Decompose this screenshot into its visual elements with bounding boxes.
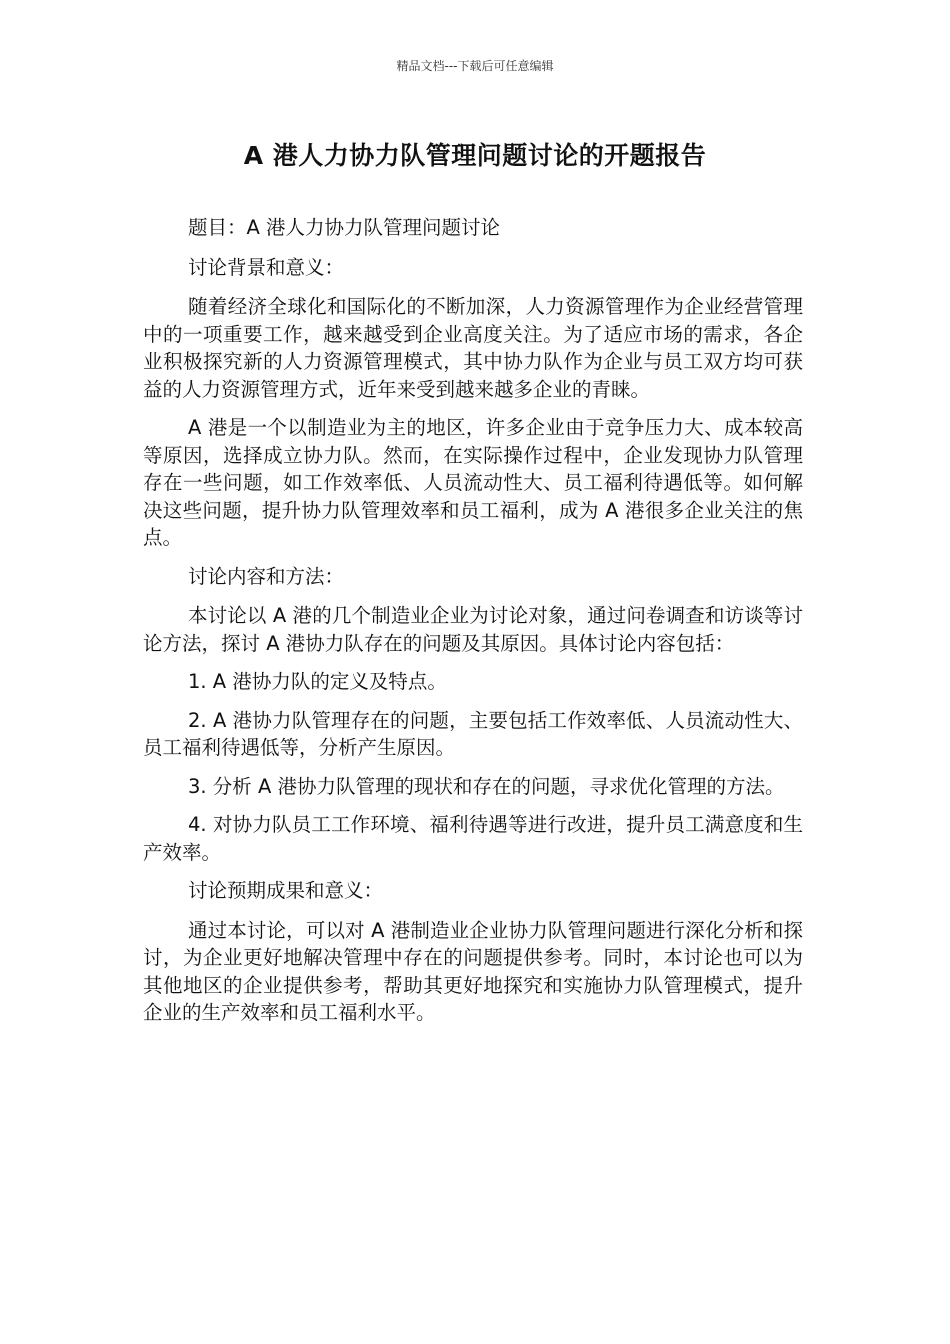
paragraph-content-intro: 本讨论以 A 港的几个制造业企业为讨论对象，通过问卷调查和访谈等讨论方法，探讨 A 港协力队存在的问题及其原因。具体讨论内容包括： (143, 604, 803, 655)
topic-line: 题目：A 港人力协力队管理问题讨论 (188, 216, 501, 239)
document-body (143, 214, 803, 1038)
document-title: A 港人力协力队管理问题讨论的开题报告 (243, 141, 707, 170)
section-heading-expected-results: 讨论预期成果和意义： (188, 879, 384, 902)
paragraph-background-1: 随着经济全球化和国际化的不断加深，人力资源管理作为企业经营管理中的一项重要工作，越来越受到企业高度关注。为了适应市场的需求，各企业积极探究新的人力资源管理模式，其中协力队作为企业与员工双方均可获益的人力资源管理方式，近年来受到越来越多企业的青睐。 (143, 295, 803, 401)
page-header-note: 精品文档---下载后可任意编辑 (396, 59, 554, 73)
paragraph-background-2: A 港是一个以制造业为主的地区，许多企业由于竞争压力大、成本较高等原因，选择成立协力队。然而，在实际操作过程中，企业发现协力队管理存在一些问题，如工作效率低、人员流动性大、员工福利待遇低等。如何解决这些问题，提升协力队管理效率和员工福利，成为 A 港很多企业关注的焦点。 (143, 416, 803, 549)
list-item-4: 4. 对协力队员工工作环境、福利待遇等进行改进，提升员工满意度和生产效率。 (143, 813, 803, 864)
list-item-3: 3. 分析 A 港协力队管理的现状和存在的问题，寻求优化管理的方法。 (188, 774, 785, 798)
paragraph-expected-results: 通过本讨论，可以对 A 港制造业企业协力队管理问题进行深化分析和探讨，为企业更好地解决管理中存在的问题提供参考。同时，本讨论也可以为其他地区的企业提供参考，帮助其更好地探究和实施协力队管理模式，提升企业的生产效率和员工福利水平。 (143, 918, 803, 1024)
section-heading-content-method: 讨论内容和方法： (188, 564, 345, 588)
list-item-1: 1. A 港协力队的定义及特点。 (188, 670, 447, 693)
list-item-2: 2. A 港协力队管理存在的问题，主要包括工作效率低、人员流动性大、员工福利待遇低等，分析产生原因。 (143, 708, 803, 759)
section-heading-background: 讨论背景和意义： (188, 255, 345, 279)
